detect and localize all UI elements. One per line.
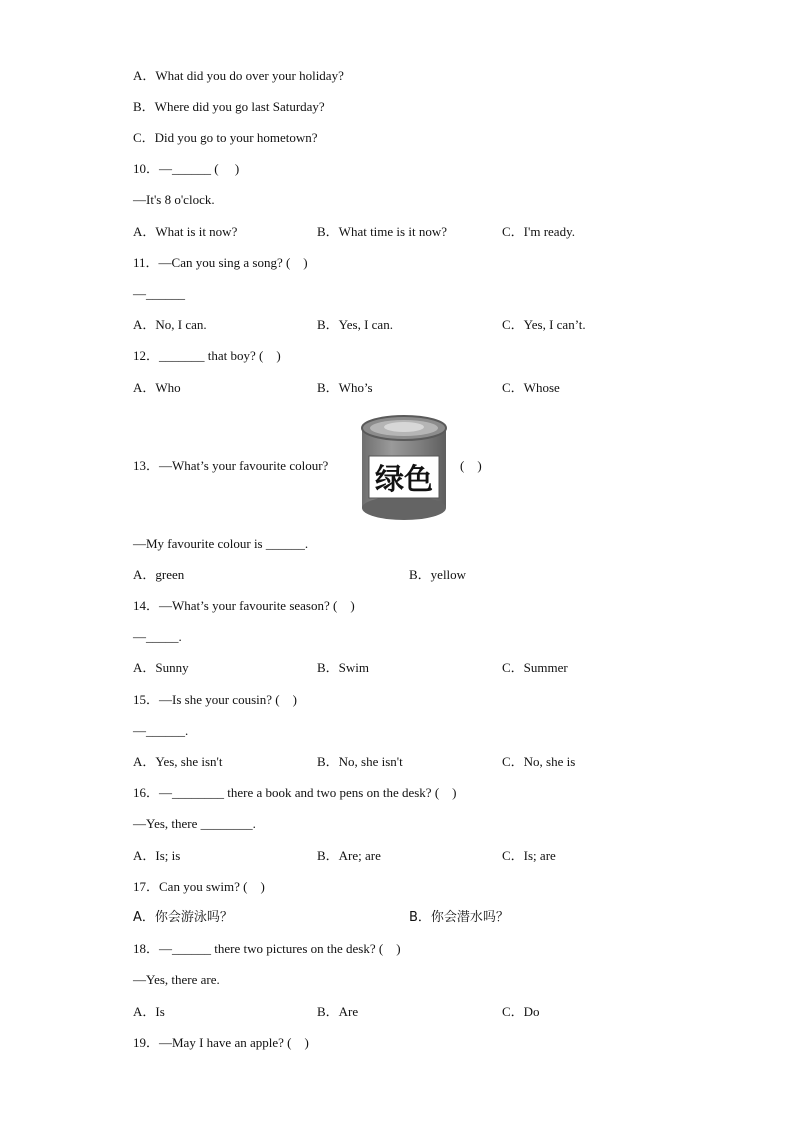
q12-option-b: B．Who’s bbox=[317, 380, 373, 395]
q11-response: —______ bbox=[133, 286, 185, 301]
q16-response: —Yes, there ________. bbox=[133, 816, 256, 831]
q18-option-b: B．Are bbox=[317, 1004, 359, 1019]
q18-response: —Yes, there are. bbox=[133, 972, 220, 987]
q11-option-a: A．No, I can. bbox=[133, 317, 207, 332]
q14-option-c: C．Summer bbox=[502, 660, 568, 675]
q17-stem: 17．Can you swim? ( ) bbox=[133, 879, 265, 894]
q16-option-b: B．Are; are bbox=[317, 848, 381, 863]
q12-option-a: A．Who bbox=[133, 380, 181, 395]
q11-stem: 11．—Can you sing a song? ( ) bbox=[133, 255, 308, 270]
q14-response: —_____. bbox=[133, 629, 182, 644]
q11-option-b: B．Yes, I can. bbox=[317, 317, 393, 332]
q18-stem: 18．—______ there two pictures on the desk? ( ) bbox=[133, 941, 401, 956]
can-lid-center bbox=[384, 422, 424, 432]
q13-option-b: B．yellow bbox=[409, 567, 467, 582]
can-label-text: 绿色 bbox=[374, 462, 434, 496]
q9-option-a: A．What did you do over your holiday? bbox=[133, 68, 344, 83]
q11-option-c: C．Yes, I can’t. bbox=[502, 317, 586, 332]
q13-stem: 13．—What’s your favourite colour? bbox=[133, 458, 329, 473]
q16-option-c: C．Is; are bbox=[502, 848, 556, 863]
q16-option-a: A．Is; is bbox=[133, 848, 181, 863]
q16-stem: 16．—________ there a book and two pens on the desk? ( ) bbox=[133, 785, 457, 800]
q15-stem: 15．—Is she your cousin? ( ) bbox=[133, 692, 297, 707]
q10-option-b: B．What time is it now? bbox=[317, 224, 447, 239]
q12-option-c: C．Whose bbox=[502, 380, 560, 395]
q9-option-c: C．Did you go to your hometown? bbox=[133, 130, 318, 145]
q17-option-a: A．你会游泳吗？ bbox=[133, 910, 233, 925]
q14-option-b: B．Swim bbox=[317, 660, 370, 675]
q10-stem: 10．—______ ( ) bbox=[133, 161, 240, 176]
q14-option-a: A．Sunny bbox=[133, 660, 189, 675]
q18-option-a: A．Is bbox=[133, 1004, 165, 1019]
can-bottom bbox=[362, 496, 446, 520]
q13-answer-paren: ( ) bbox=[460, 458, 482, 473]
q12-stem: 12．_______ that boy? ( ) bbox=[133, 348, 281, 363]
q10-option-c: C．I'm ready. bbox=[502, 224, 575, 239]
q13-option-a: A．green bbox=[133, 567, 185, 582]
q15-option-b: B．No, she isn't bbox=[317, 754, 403, 769]
q19-stem: 19．—May I have an apple? ( ) bbox=[133, 1035, 309, 1050]
q10-response: —It's 8 o'clock. bbox=[133, 192, 215, 207]
q17-option-b: B．你会潜水吗？ bbox=[409, 910, 509, 925]
q15-response: —______. bbox=[133, 723, 189, 738]
q18-option-c: C．Do bbox=[502, 1004, 540, 1019]
green-paint-can-image bbox=[360, 414, 448, 524]
q14-stem: 14．—What’s your favourite season? ( ) bbox=[133, 598, 355, 613]
q9-option-b: B．Where did you go last Saturday? bbox=[133, 99, 325, 114]
q15-option-c: C．No, she is bbox=[502, 754, 576, 769]
q15-option-a: A．Yes, she isn't bbox=[133, 754, 223, 769]
q13-response: —My favourite colour is ______. bbox=[133, 536, 309, 551]
q10-option-a: A．What is it now? bbox=[133, 224, 238, 239]
